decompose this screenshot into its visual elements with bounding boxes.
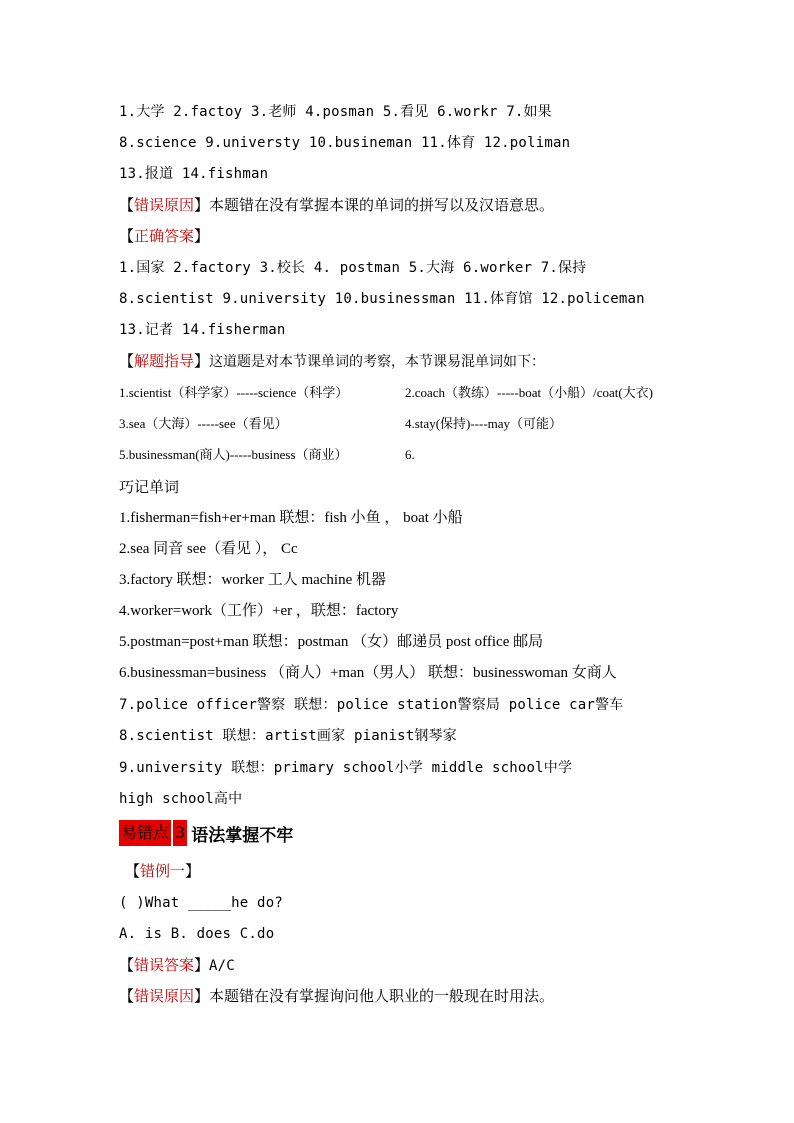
- error-reason-2-label: 错误原因: [134, 987, 195, 1005]
- correct-answer-line-1: 1.国家 2.factory 3.校长 4. postman 5.大海 6.worker 7.保持: [119, 260, 587, 276]
- memory-line-5: 5.postman=post+man 联想：postman （女）邮递员 post office 邮局: [119, 634, 544, 650]
- memory-line-10: high school高中: [119, 791, 243, 807]
- confusable-left-1: 1.scientist（科学家）-----science（科学）: [119, 385, 349, 400]
- solution-guide-text: 这道题是对本节课单词的考察，本节课易混单词如下：: [209, 354, 546, 370]
- section-number: 3: [173, 820, 187, 846]
- memory-line-3: 3.factory 联想：worker 工人 machine 机器: [119, 572, 387, 588]
- memory-line-7: 7.police officer警察 联想：police station警察局 police car警车: [119, 697, 624, 713]
- confusable-left-2: 3.sea（大海）-----see（看见）: [119, 416, 288, 431]
- confusable-right-2: 4.stay(保持)----may（可能）: [405, 416, 563, 431]
- memory-title: 巧记单词: [119, 478, 180, 496]
- error-reason: 【错误原因】本题错在没有掌握本课的单词的拼写以及汉语意思。: [119, 196, 555, 214]
- correct-answer-label: 正确答案: [134, 227, 195, 245]
- confusable-left-3: 5.businessman(商人)-----business（商业）: [119, 447, 348, 462]
- section-title: 语法掌握不牢: [191, 825, 294, 846]
- memory-line-8: 8.scientist 联想：artist画家 pianist钢琴家: [119, 728, 457, 744]
- memory-line-6: 6.businessman=business （商人）+man（男人） 联想：businesswoman 女商人: [119, 665, 617, 681]
- error-reason-2-text: 本题错在没有掌握询问他人职业的一般现在时用法。: [209, 987, 555, 1005]
- confusable-row-2: [119, 413, 562, 435]
- confusable-row-3: [119, 444, 415, 466]
- correct-answer-line-2: 8.scientist 9.university 10.businessman 11.体育馆 12.policeman: [119, 291, 645, 307]
- confusable-right-1: 2.coach（教练）-----boat（小船）/coat(大衣): [405, 385, 654, 400]
- wrong-answer-line-3: 13.报道 14.fishman: [119, 166, 269, 182]
- memory-line-2: 2.sea 同音 see（看见 ）， Cc: [119, 541, 298, 557]
- memory-line-4: 4.worker=work（工作）+er ，联想：factory: [119, 603, 399, 619]
- wrong-answer-line-2: 8.science 9.universty 10.busineman 11.体育 12.poliman: [119, 135, 571, 151]
- solution-guide-label: 解题指导: [134, 352, 195, 370]
- correct-answer-heading: 【正确答案】: [119, 227, 210, 245]
- error-reason-2: 【错误原因】本题错在没有掌握询问他人职业的一般现在时用法。: [119, 987, 555, 1005]
- example-question: ( )What _____he do?: [119, 895, 283, 911]
- correct-answer-line-3: 13.记者 14.fisherman: [119, 322, 286, 338]
- example-options: A. is B. does C.do: [119, 926, 275, 942]
- error-reason-label: 错误原因: [134, 196, 195, 214]
- memory-line-1: 1.fisherman=fish+er+man 联想：fish 小鱼 ， boat 小船: [119, 510, 463, 526]
- section-box-label: 易错点: [119, 820, 171, 846]
- section-heading: [119, 820, 293, 846]
- wrong-answer-line-1: 1.大学 2.factoy 3.老师 4.posman 5.看见 6.workr 7.如果: [119, 104, 552, 120]
- example-label: 错例一: [140, 862, 186, 880]
- wrong-answer-text: A/C: [209, 958, 235, 974]
- memory-line-9: 9.university 联想：primary school小学 middle school中学: [119, 760, 573, 776]
- wrong-answer-label: 错误答案: [134, 956, 195, 974]
- example-heading: 【错例一】: [125, 862, 201, 880]
- error-reason-text: 本题错在没有掌握本课的单词的拼写以及汉语意思。: [209, 196, 555, 214]
- confusable-row-1: [119, 382, 653, 404]
- solution-guide: 【解题指导】这道题是对本节课单词的考察，本节课易混单词如下：: [119, 352, 546, 370]
- wrong-answer: 【错误答案】A/C: [119, 956, 235, 974]
- confusable-right-3: 6.: [405, 447, 415, 462]
